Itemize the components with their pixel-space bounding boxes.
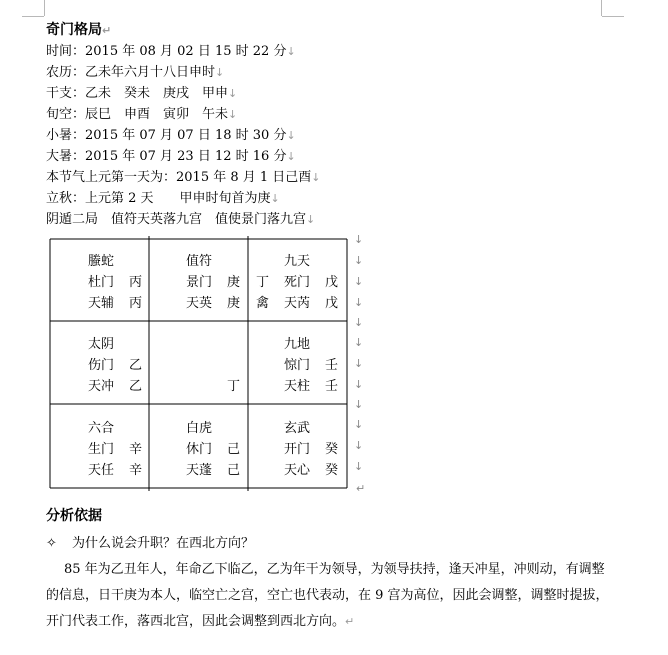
paragraph-text: 85 年为乙丑年人，年命乙下临乙，乙为年干为领导，为领导扶持，逢天冲星，冲则动，有调整的信息，日干庚为本人，临空亡之宫，空亡也代表动，在 9 宫为高位，因此会调整，调整时提拔，开门代表工作，落西北宫，因此会调整到西北方向。 (46, 562, 609, 629)
palace-star: 天心 (284, 463, 311, 478)
palace-door-stem: 戊 (325, 275, 339, 290)
info-line: 立秋：上元第 2 天 甲申时旬首为庚↓ (46, 191, 280, 206)
line-break-mark: ↓ (354, 418, 364, 431)
palace-god: 螣蛇 (88, 254, 115, 269)
line-break-mark: ↓ (354, 316, 364, 329)
palace-star-stem: 癸 (325, 463, 339, 478)
palace-star: 天英 (186, 296, 213, 311)
line-break-mark: ↓ (311, 171, 321, 184)
palace-star: 天任 (88, 463, 115, 478)
line-break-mark: ↓ (228, 87, 238, 100)
palace-door-stem: 庚 (227, 275, 241, 290)
line-break-mark: ↓ (354, 460, 364, 473)
palace-door: 生门 (88, 442, 115, 457)
palace-god: 白虎 (186, 421, 213, 436)
palace-star-stem: 乙 (129, 379, 143, 394)
info-line: 时间：2015 年 08 月 02 日 15 时 22 分↓ (46, 44, 296, 59)
line-break-mark: ↓ (306, 213, 316, 226)
line-break-mark: ↓ (354, 357, 364, 370)
info-line: 农历：乙未年六月十八日申时↓ (46, 65, 225, 80)
analysis-heading: 分析依据 (46, 508, 102, 524)
palace-god: 六合 (88, 421, 115, 436)
palace-door: 死门 (284, 275, 311, 290)
line-break-mark: ↓ (354, 233, 364, 246)
palace-door-stem: 壬 (325, 358, 339, 373)
info-line: 小暑：2015 年 07 月 07 日 18 时 30 分↓ (46, 128, 296, 143)
line-break-mark: ↓ (354, 398, 364, 411)
palace-door-stem: 己 (227, 442, 241, 457)
info-line: 旬空：辰巳 申酉 寅卯 午未↓ (46, 107, 238, 122)
palace-star-stem: 戊 (325, 296, 339, 311)
line-break-mark: ↓ (270, 192, 280, 205)
palace-god: 太阴 (88, 337, 115, 352)
palace-door-stem: 乙 (129, 358, 143, 373)
palace-door: 开门 (284, 442, 311, 457)
palace-star-stem: 壬 (325, 379, 339, 394)
center-stem: 丁 (227, 379, 241, 394)
palace-star-stem: 辛 (129, 463, 143, 478)
palace-door-stem: 丙 (129, 275, 143, 290)
line-break-mark: ↓ (354, 439, 364, 452)
line-break-mark: ↓ (354, 336, 364, 349)
palace-star: 天芮 (284, 296, 311, 311)
line-break-mark: ↓ (354, 275, 364, 288)
palace-door: 伤门 (88, 358, 115, 373)
info-line: 干支：乙未 癸未 庚戌 甲申↓ (46, 86, 238, 101)
palace-extra-qin: 禽 (256, 296, 270, 311)
palace-extra-ding: 丁 (256, 275, 270, 290)
palace-star: 天冲 (88, 379, 115, 394)
diamond-bullet-icon: ✧ (46, 536, 57, 551)
line-break-mark: ↓ (286, 129, 296, 142)
palace-door: 惊门 (284, 358, 311, 373)
line-break-mark: ↓ (354, 254, 364, 267)
line-break-mark: ↓ (215, 66, 225, 79)
info-line: 本节气上元第一天为：2015 年 8 月 1 日己酉↓ (46, 170, 321, 185)
paragraph-mark: ↵ (356, 482, 366, 495)
palace-door-stem: 癸 (325, 442, 339, 457)
palace-door-stem: 辛 (129, 442, 143, 457)
analysis-paragraph (46, 557, 616, 635)
bullet-text: 为什么说会升职？在西北方向？ (72, 536, 255, 551)
palace-god: 值符 (186, 254, 213, 269)
palace-star-stem: 庚 (227, 296, 241, 311)
palace-god: 九天 (284, 254, 311, 269)
bullet-question (46, 536, 254, 552)
palace-star: 天辅 (88, 296, 115, 311)
palace-star-stem: 丙 (129, 296, 143, 311)
paragraph-end-mark: ↵ (345, 615, 355, 628)
palace-door: 景门 (186, 275, 213, 290)
info-line: 阴遁二局 值符天英落九宫 值使景门落九宫↓ (46, 212, 316, 227)
line-break-mark: ↓ (286, 150, 296, 163)
palace-god: 九地 (284, 337, 311, 352)
info-line: 大暑：2015 年 07 月 23 日 12 时 16 分↓ (46, 149, 296, 164)
palace-star: 天柱 (284, 379, 311, 394)
paragraph-mark: ↵ (102, 24, 112, 37)
palace-star: 天蓬 (186, 463, 213, 478)
palace-god: 玄武 (284, 421, 311, 436)
layout-heading: 奇门格局↵ (46, 22, 112, 38)
line-break-mark: ↓ (286, 45, 296, 58)
line-break-mark: ↓ (228, 108, 238, 121)
line-break-mark: ↓ (354, 378, 364, 391)
palace-door: 休门 (186, 442, 213, 457)
line-break-mark: ↓ (354, 296, 364, 309)
palace-door: 杜门 (88, 275, 115, 290)
palace-star-stem: 己 (227, 463, 241, 478)
